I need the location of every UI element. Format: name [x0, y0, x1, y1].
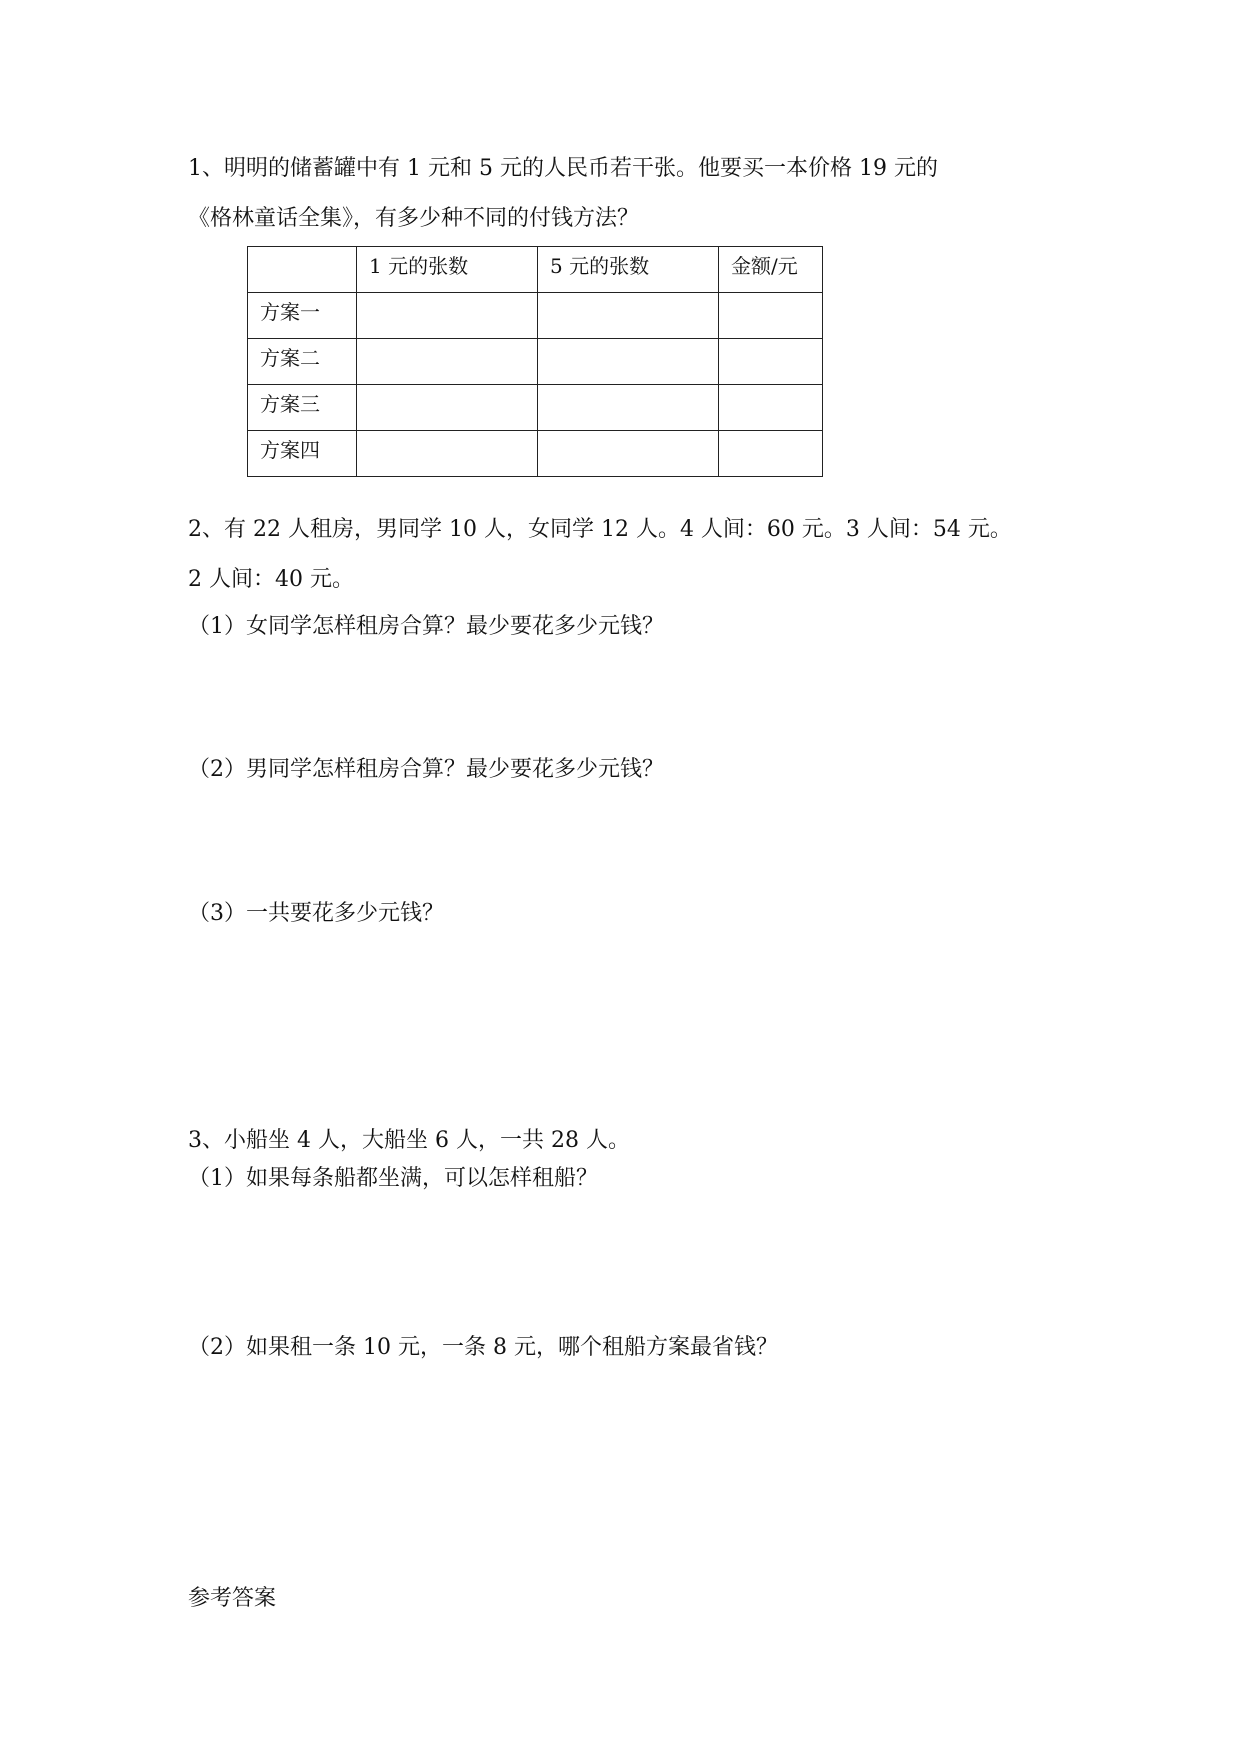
table-cell: [357, 431, 538, 477]
table-cell: [357, 339, 538, 385]
table-cell: [357, 385, 538, 431]
q1-payment-table: [247, 246, 823, 477]
table-row-label: 方案一: [248, 293, 357, 339]
table-cell: [538, 339, 719, 385]
table-row-label: 方案四: [248, 431, 357, 477]
table-cell: [538, 431, 719, 477]
table-header-cell: [248, 247, 357, 293]
table-row: [248, 385, 823, 431]
q2-sub-question-1: （1）女同学怎样租房合算？最少要花多少元钱？: [188, 614, 664, 639]
table-row: [248, 293, 823, 339]
table-cell: [719, 431, 823, 477]
table-cell: [719, 293, 823, 339]
table-row: [248, 339, 823, 385]
table-row-label: 方案三: [248, 385, 357, 431]
table-header-row: [248, 247, 823, 293]
q3-text-line1: 3、小船坐 4 人，大船坐 6 人，一共 28 人。: [188, 1128, 630, 1153]
q2-sub-question-3: （3）一共要花多少元钱？: [188, 901, 444, 926]
table-row: [248, 431, 823, 477]
q2-text-line2: 2 人间：40 元。: [188, 567, 354, 592]
table-cell: [538, 293, 719, 339]
table-header-cell: 金额/元: [719, 247, 823, 293]
q3-sub-question-2: （2）如果租一条 10 元，一条 8 元，哪个租船方案最省钱？: [188, 1335, 778, 1360]
q1-text-line1: 1、明明的储蓄罐中有 1 元和 5 元的人民币若干张。他要买一本价格 19 元的: [188, 156, 938, 181]
q2-sub-question-2: （2）男同学怎样租房合算？最少要花多少元钱？: [188, 757, 664, 782]
answer-heading: 参考答案: [188, 1586, 277, 1611]
table-header-cell: 1 元的张数: [357, 247, 538, 293]
table-row-label: 方案二: [248, 339, 357, 385]
q3-sub-question-1: （1）如果每条船都坐满，可以怎样租船？: [188, 1166, 598, 1191]
table-header-cell: 5 元的张数: [538, 247, 719, 293]
table-cell: [719, 339, 823, 385]
table-cell: [719, 385, 823, 431]
q2-text-line1: 2、有 22 人租房，男同学 10 人，女同学 12 人。4 人间：60 元。3 人间：54 元。: [188, 517, 1012, 542]
q1-text-line2: 《格林童话全集》，有多少种不同的付钱方法？: [188, 206, 640, 231]
table-cell: [538, 385, 719, 431]
table-cell: [357, 293, 538, 339]
